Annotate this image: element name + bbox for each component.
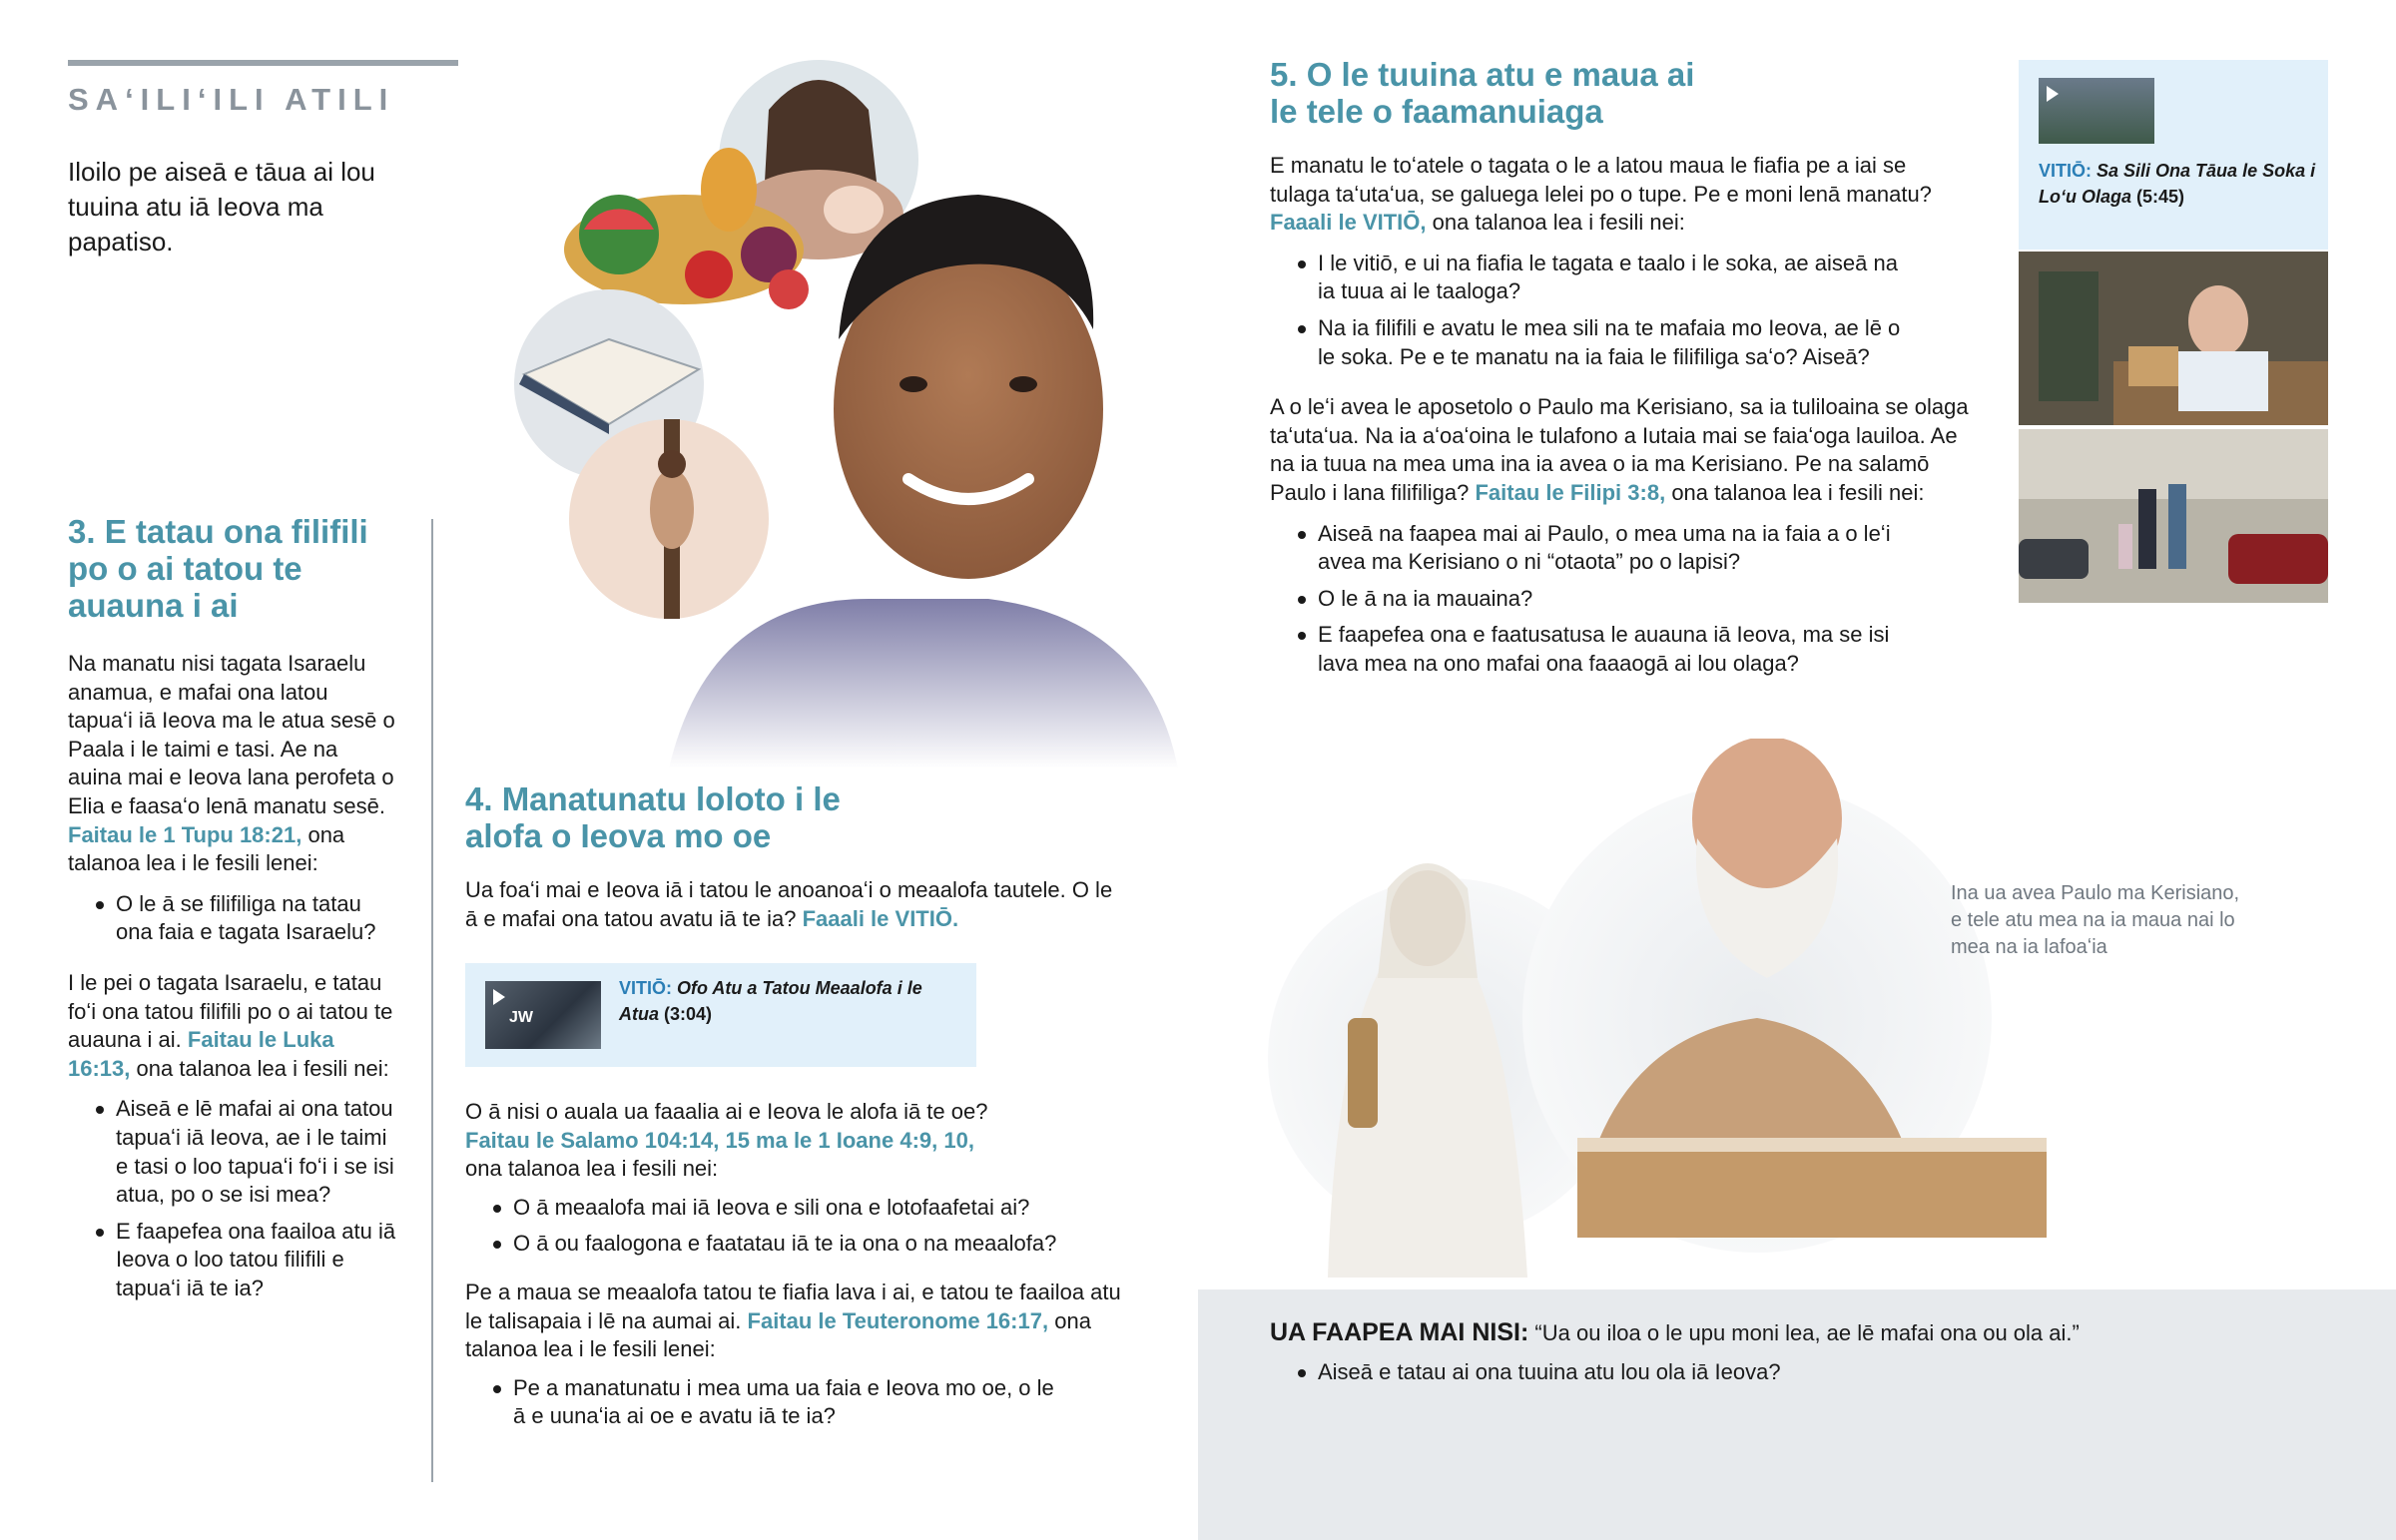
video-duration: (5:45) (2136, 187, 2185, 207)
video-label (2039, 158, 2318, 210)
para-tail: ona talanoa lea i fesili nei: (1671, 479, 1925, 505)
question-list (465, 1374, 1124, 1431)
section-5-title: 5. O le tuuina atu e maua ai le tele o faamanuiaga (1270, 56, 1695, 130)
section-4-paragraph-1 (465, 876, 1124, 933)
question-item: O ā meaalofa mai iā Ieova e sili ona e lotofaafetai ai? (465, 1194, 1124, 1223)
play-icon (2047, 86, 2059, 102)
video-card-soka[interactable] (2019, 60, 2328, 250)
para-text: O ā nisi o auala ua faaalia ai e Ieova le alofa iā te oe? (465, 1099, 988, 1124)
scripture-link-1-tupu[interactable]: Faitau le 1 Tupu 18:21, (68, 821, 302, 847)
question-item: Aiseā na faapea mai ai Paulo, o mea uma na ia faia a o leʻi avea ma Kerisiano o ni “otaota” po o lapisi? (1270, 520, 1919, 577)
play-icon (493, 989, 505, 1005)
others-say-quote: “Ua ou iloa o le upu moni lea, ae lē mafai ona ou ola ai.” (1534, 1320, 2080, 1345)
para-text: Ua foaʻi mai e Ieova iā i tatou le anoanoaʻi o meaalofa tautele. O le ā e mafai ona tatou avatu iā te ia? (465, 877, 1113, 931)
show-video-link[interactable]: Faaali le VITIŌ, (1270, 210, 1427, 236)
section-4-paragraph-2 (465, 1098, 1124, 1184)
section-5-paragraph-2 (1270, 393, 1969, 507)
para-text: I le pei o tagata Isaraelu, e tatau foʻi ona tatou filifili po o ai tatou te auauna i ai. (68, 969, 393, 1053)
question-item: Pe a manatunatu i mea uma ua faia e Ieova mo oe, o le ā e uunaʻia ai oe e avatu iā te ia? (465, 1374, 1064, 1431)
question-list (1270, 520, 1919, 679)
section-kicker: SA‘ILI‘ILI ATILI (68, 82, 395, 117)
jw-logo-icon: JW (509, 1009, 533, 1026)
question-item: O le ā se filifiliga na tatau ona faia e tagata Isaraelu? (68, 890, 397, 947)
section-3-paragraph-2 (68, 969, 397, 1083)
column-divider (431, 519, 433, 1482)
sacrifice-vignette (569, 419, 769, 619)
video-card-meaalofa[interactable] (465, 963, 976, 1067)
para-text: Na manatu nisi tagata Isaraelu anamua, e mafai ona latou tapuaʻi iā Ieova ma le atua sesē o Paala i le taimi e tasi. Ae na auina mai e Ieova lana perofeta o Elia e faasaʻo lenā manatu sesē. (68, 651, 395, 818)
section-5-paragraph-1 (1270, 152, 1969, 238)
section-3 (68, 513, 397, 1310)
question-list (465, 1194, 1124, 1259)
video-label (619, 975, 958, 1027)
video-stills (2019, 252, 2328, 603)
question-list (68, 890, 397, 947)
video-thumbnail[interactable] (2039, 78, 2154, 144)
section-4 (465, 780, 1124, 933)
section-4-title: 4. Manatunatu loloto i le alofa o Ieova mo oe (465, 780, 841, 854)
question-item: E faapefea ona e faatusatusa le auauna iā Ieova, ma se isi lava mea na ono mafai ona faaaogā ai lou olaga? (1270, 621, 1919, 678)
para-tail: ona talanoa lea i le fesili lenei: (465, 1307, 1091, 1362)
para-text: E manatu le toʻatele o tagata o le a latou maua le fiafia pe a iai se tulaga taʻutaʻua, se galuega lelei po o tupe. Pe e moni lenā manatu? (1270, 153, 1932, 207)
paul-illustration (1248, 739, 2206, 1278)
intro-text: Iloilo pe aiseā e tāua ai lou tuuina atu iā Ieova ma papatiso. (68, 157, 375, 257)
para-text: A o leʻi avea le aposetolo o Paulo ma Kerisiano, sa ia tuliloaina se olaga taʻutaʻua. Na ia aʻoaʻoina le tulafono a Iutaia mai se faiaʻoga lauiloa. Ae na ia tuua na mea uma ina ia avea o ia ma Kerisiano. Pe na salamō Paulo i lana filifiliga? (1270, 394, 1969, 505)
video-tag: VITIŌ: (619, 978, 672, 998)
question-item: Aiseā e lē mafai ai ona tatou tapuaʻi iā Ieova, ae i le taimi e tasi o loo tapuaʻi foʻi i se isi atua, po o se isi mea? (68, 1095, 397, 1209)
para-tail: ona talanoa lea i le fesili lenei: (68, 821, 345, 876)
video-duration: (3:04) (664, 1004, 713, 1024)
section-5 (1270, 56, 1969, 687)
top-rule (68, 60, 458, 66)
question-list (1270, 250, 1919, 371)
show-video-link[interactable]: Faaali le VITIŌ. (802, 905, 959, 931)
para-tail: ona talanoa lea i fesili nei: (465, 1156, 719, 1182)
para-tail: ona talanoa lea i fesili nei: (1432, 210, 1685, 236)
video-title[interactable]: Sa Sili Ona Tāua le Soka i Loʻu Olaga (2039, 161, 2316, 207)
scripture-link-luka[interactable]: Faitau le Luka 16:13, (68, 1027, 334, 1081)
section-4-continued (465, 1098, 1124, 1439)
others-say-content (1270, 1317, 2348, 1395)
video-tag: VITIŌ: (2039, 161, 2092, 181)
section-4-paragraph-3 (465, 1279, 1124, 1364)
video-thumbnail[interactable] (485, 981, 601, 1049)
others-say-line (1270, 1317, 2348, 1348)
question-item: O ā ou faalogona e faatatau iā te ia ona o na meaalofa? (465, 1230, 1124, 1259)
street-still (2019, 429, 2328, 603)
illustration-caption: Ina ua avea Paulo ma Kerisiano, e tele atu mea na ia maua nai lo mea na ia lafoaʻia (1951, 882, 2240, 958)
others-say-label: UA FAAPEA MAI NISI: (1270, 1318, 1529, 1346)
video-title[interactable]: Ofo Atu a Tatou Meaalofa i le Atua (619, 978, 922, 1024)
scripture-link-filipi[interactable]: Faitau le Filipi 3:8, (1475, 479, 1666, 505)
laptop-still (2019, 252, 2328, 425)
question-item: Na ia filifili e avatu le mea sili na te mafaia mo Ieova, ae lē o le soka. Pe e te manatu na ia faia le filifiliga saʻo? Aiseā? (1270, 314, 1919, 371)
question-list (1270, 1358, 2348, 1387)
question-item: O le ā na ia mauaina? (1270, 585, 1919, 614)
question-item: E faapefea ona faailoa atu iā Ieova o loo tatou filifili e tapuaʻi iā te ia? (68, 1218, 397, 1303)
section-3-title: 3. E tatau ona filifili po o ai tatou te auauna i ai (68, 513, 368, 624)
question-item: I le vitiō, e ui na fiafia le tagata e taalo i le soka, ae aiseā na ia tuua ai le taaloga? (1270, 250, 1919, 306)
scripture-link-teuteronome[interactable]: Faitau le Teuteronome 16:17, (747, 1307, 1049, 1333)
gifts-illustration (469, 40, 1188, 769)
para-text: Pe a maua se meaalofa tatou te fiafia lava i ai, e tatou te faailoa atu le talisapaia i lē na aumai ai. (465, 1279, 1121, 1333)
question-list (68, 1095, 397, 1302)
section-3-paragraph-1 (68, 650, 397, 878)
question-item: Aiseā e tatau ai ona tuuina atu lou ola iā Ieova? (1270, 1358, 2348, 1387)
scripture-link-salamo[interactable]: Faitau le Salamo 104:14, 15 ma le 1 Ioane 4:9, 10, (465, 1127, 974, 1153)
para-tail: ona talanoa lea i fesili nei: (136, 1055, 389, 1081)
